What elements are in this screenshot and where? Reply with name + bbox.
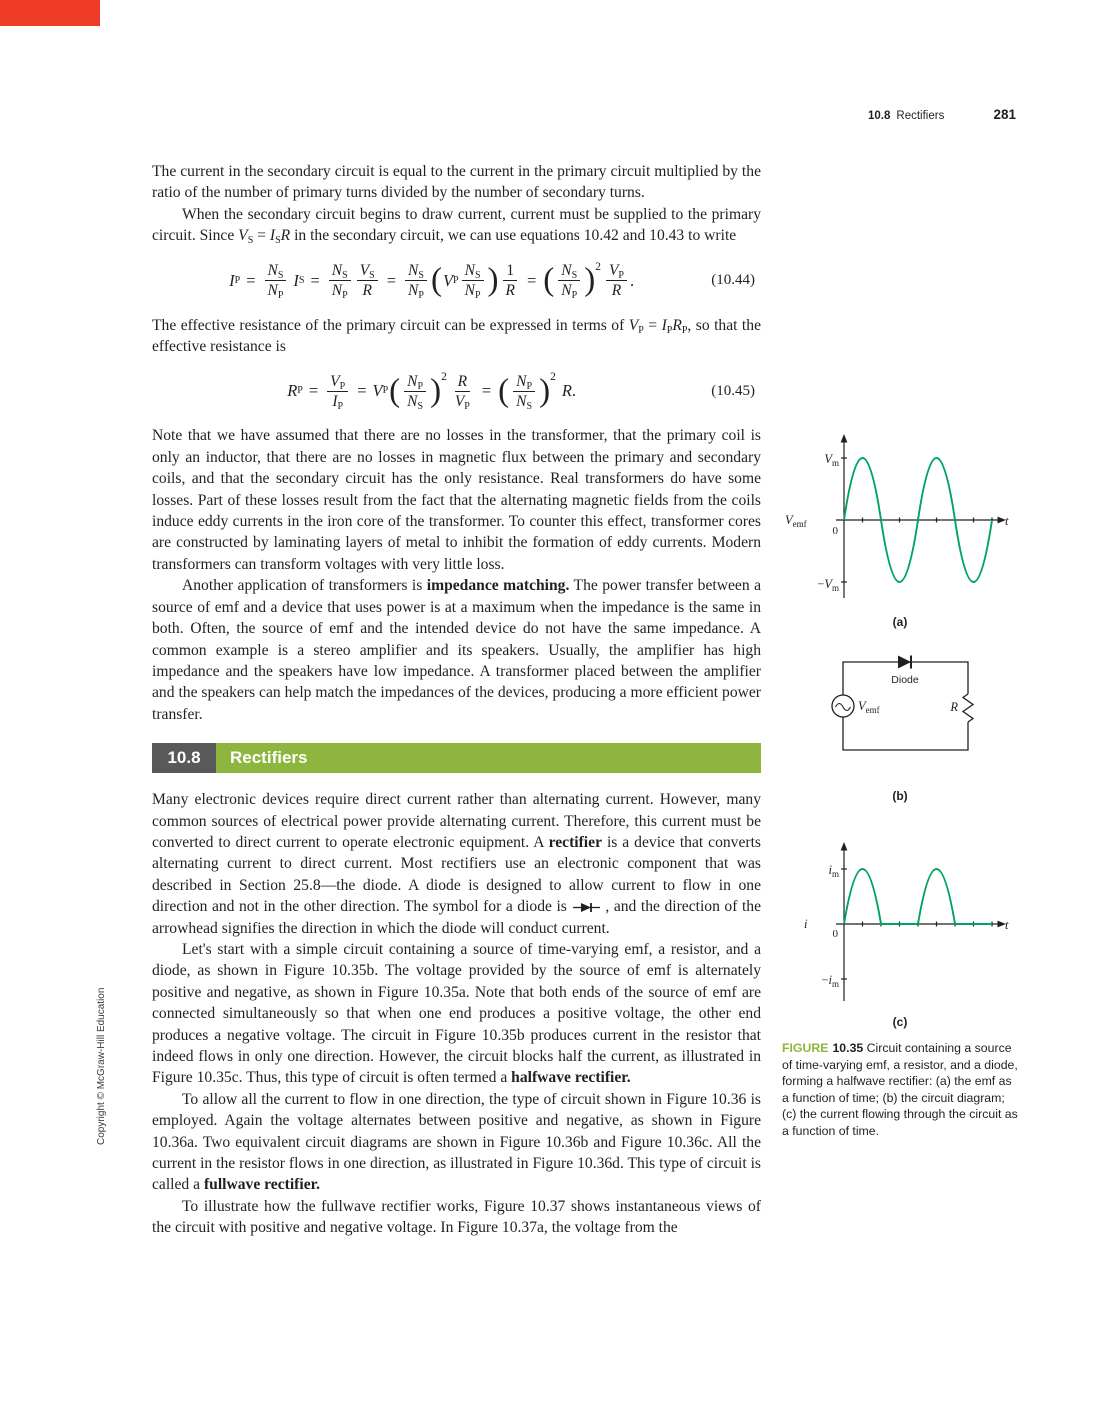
paragraph-5: Another application of transformers is impedance matching. The power transfer between a source of emf and a device that uses power is at a maximum when the impedance is the same in both. Often, the source of emf and the intended device do not have the same impedance. A common example is a stereo amplifier and its speakers. Usually, the amplifier has high impedance and the speakers have low impedance. A transformer placed between the amplifier and the speakers can help match the impedances of the devices, producing a more efficient power transfer.	[152, 577, 761, 723]
label-vemf-axis: $V_{emf}$	[785, 513, 807, 529]
diode-symbol	[898, 656, 911, 669]
paragraph-2: When the secondary circuit begins to draw current, current must be supplied to the primary circuit. Since $V_S = I_SR$ in the secondary circuit, we can use equations 10.42 and 10.43 to write	[152, 205, 761, 247]
halfwave-current-curve	[844, 869, 992, 924]
caption-figure-number: 10.35	[832, 1041, 864, 1055]
equation-number-10-44: (10.44)	[711, 272, 755, 289]
figure-letter-a: (a)	[892, 615, 908, 629]
label-t-axis: t	[1005, 514, 1009, 528]
halfwave-rectifier-circuit	[782, 650, 1018, 754]
section-title-bar: Rectifiers	[216, 743, 761, 773]
paragraph-9: To illustrate how the fullwave rectifier works, Figure 10.37 shows instantaneous views of the circuit with positive and negative voltage. In Figure 10.37a, the voltage from the	[152, 1197, 761, 1237]
running-head-section	[868, 106, 944, 124]
label-minus-vm: $-V_m$	[817, 577, 839, 593]
bold-impedance-matching: impedance matching.	[426, 577, 570, 595]
ac-sine-icon	[836, 704, 851, 711]
caption-text: Circuit containing a source of time-varying emf, a resistor, and a diode, forming a halfwave rectifier: (a) the emf as a function of time; (b) the circuit diagram; (c) the current flowing through the circuit as a function of time.	[782, 1041, 1018, 1138]
section-number-box: 10.8	[152, 743, 216, 773]
emf-vs-time-graph	[782, 428, 1018, 606]
bold-halfwave-rectifier: halfwave rectifier.	[511, 1069, 631, 1087]
paragraph-4: Note that we have assumed that there are no losses in the transformer, that the primary coil is only an inductor, that there are no losses in magnetic flux between the primary and secondary coils, and that the secondary circuit has the only resistance. Real transformers do have some losses. Part of these losses result from the fact that the alternating magnetic fields from the coils induce eddy currents in the iron core of the transformer. To counter this effect, transformer cores are constructed by laminating layers of metal to inhibit the formation of eddy currents. Modern transformers can transform voltages with very little loss.	[152, 427, 761, 573]
inline-math-vp-iprp: $V_P = I_PR_P$	[628, 316, 688, 336]
paragraph-3: The effective resistance of the primary circuit can be expressed in terms of $V_P = I_PR_P$, so that the effective resistance is	[152, 316, 761, 356]
bold-fullwave-rectifier: fullwave rectifier.	[203, 1176, 320, 1194]
paragraph-1: The current in the secondary circuit is equal to the current in the primary circuit multiplied by the ratio of the number of primary turns divided by the number of secondary turns.	[152, 163, 761, 202]
equation-number-10-45: (10.45)	[711, 382, 755, 399]
paragraph-7: Let's start with a simple circuit containing a source of time-varying emf, a resistor, and a diode, as shown in Figure 10.35b. The voltage provided by the source of emf is alternately positive and negative, as shown in Figure 10.35a. Note that both ends of the source of emf are connected simultaneously so that when one end produces a positive voltage, the other end produces a negative voltage. The circuit in Figure 10.35b produces current in the resistor that indeed flows in only one direction. However, the circuit blocks half the current, as illustrated in Figure 10.35c. Thus, this type of circuit is often termed a halfwave rectifier.	[152, 940, 761, 1087]
main-text-column	[152, 161, 761, 1239]
label-origin-zero: 0	[832, 928, 838, 940]
running-head-section-title: Rectifiers	[896, 110, 945, 122]
figure-10-35a	[782, 428, 1018, 629]
figure-caption	[782, 1040, 1020, 1139]
equation-10-44: I P = $\frac{N_S}{N_P}$ I S = $\frac{N_S}{N_P}$ $\frac{V_S}{R}$ = $\frac{N_S}{N_P}$ ( V P $\frac{N_S}{N_P}$ ) $\frac{1}{R}$ = ( $\frac{N_S}{N_P}$ ) 2 $\frac{V_P}{R}$ . (10.44)	[229, 260, 755, 302]
figure-10-35c	[782, 836, 1018, 1029]
label-diode: Diode	[891, 674, 919, 686]
running-head	[868, 106, 1016, 124]
page-number: 281	[993, 107, 1016, 122]
inline-math-vs-isr: $V_S = I_SR$	[238, 227, 291, 247]
label-origin-zero: 0	[832, 525, 838, 537]
label-t-axis: t	[1005, 918, 1009, 932]
label-minus-im: $-i_m$	[821, 973, 839, 989]
paragraph-6: Many electronic devices require direct current rather than alternating current. However, many common sources of electrical power provide alternating current. Therefore, this current must be converted to direct current to operate electronic equipment. A rectifier is a device that converts alternating current to direct current. Most rectifiers use an electronic component that was described in Section 25.8—the diode. A diode is designed to allow current to flow in one direction and not in the other direction. The symbol for a diode is , and the direction of the arrowhead signifies the direction in which the diode will conduct current.	[152, 791, 761, 937]
axis-arrowheads	[841, 842, 1006, 927]
caption-figure-tag: FIGURE	[782, 1041, 829, 1055]
equation-10-45: R P = $\frac{V_P}{I_P}$ = V P ( $\frac{N_P}{N_S}$ ) 2 $\frac{R}{V_P}$ = ( $\frac{N_P}{N_S}$ ) 2 R . (10.45)	[287, 371, 755, 412]
current-vs-time-graph	[782, 836, 1018, 1006]
figure-10-35b	[782, 650, 1018, 803]
page-corner-tab	[0, 0, 100, 26]
section-heading-10-8	[152, 743, 761, 773]
diode-symbol-inline-icon	[573, 901, 603, 914]
label-resistor-r: R	[950, 700, 958, 714]
copyright-vertical-text: Copyright © McGraw-Hill Education	[96, 987, 107, 1145]
running-head-section-number: 10.8	[868, 110, 891, 122]
paragraph-8: To allow all the current to flow in one direction, the type of circuit shown in Figure 10.36 is employed. Again the voltage alternates between positive and negative, as shown in Figure 10.36a. Two equivalent circuit diagrams are shown in Figure 10.36b and Figure 10.36c. All the current in the resistor flows in one direction, as illustrated in Figure 10.36d. This type of circuit is called a fullwave rectifier.	[152, 1090, 761, 1194]
figure-letter-c: (c)	[892, 1015, 908, 1029]
axes	[836, 849, 999, 1001]
label-vemf-source: $V_{emf}$	[858, 699, 880, 715]
label-vm: $V_m$	[824, 452, 839, 468]
figure-letter-b: (b)	[892, 789, 908, 803]
label-im: $i_m$	[828, 863, 839, 879]
bold-rectifier: rectifier	[548, 833, 602, 851]
axis-arrowheads	[841, 434, 1006, 523]
label-i-axis: i	[804, 917, 808, 931]
